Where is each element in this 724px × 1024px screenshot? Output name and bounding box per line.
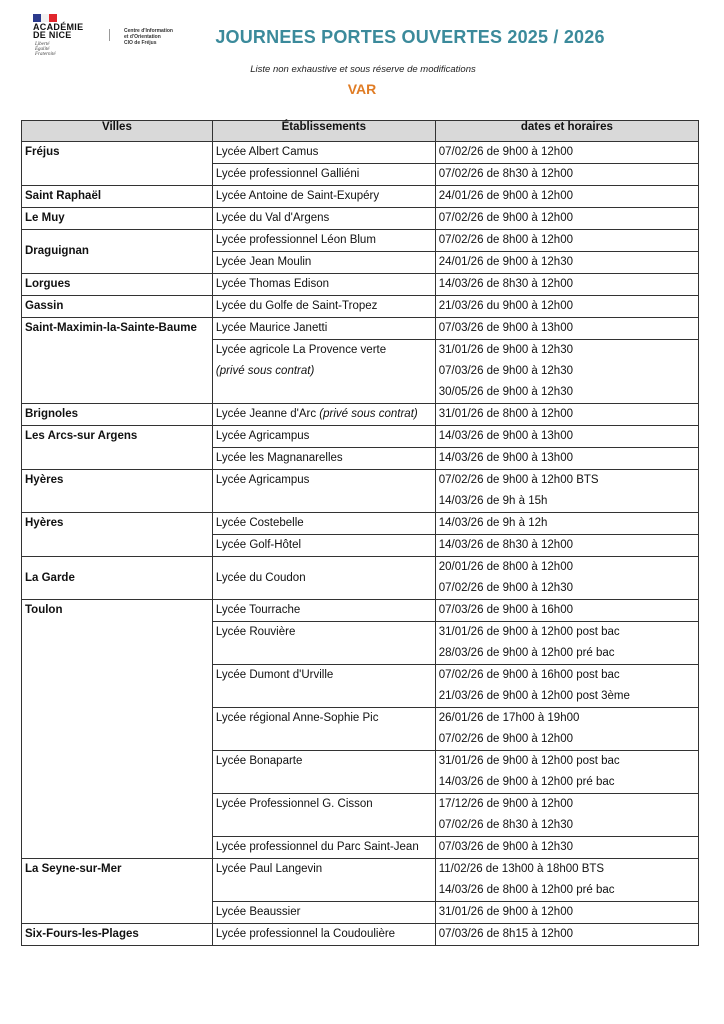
table-row	[22, 142, 699, 164]
date-entry: 28/03/26 de 9h00 à 12h00 pré bac	[438, 647, 615, 659]
school-cell	[212, 164, 435, 186]
open-days-table	[21, 120, 699, 946]
city-name: Fréjus	[25, 146, 60, 158]
date-entry: 31/01/26 de 9h00 à 12h30	[438, 344, 573, 356]
school-name: Lycée Agricampus	[215, 474, 310, 486]
table-body	[22, 142, 699, 946]
date-entry: 11/02/26 de 13h00 à 18h00 BTS	[438, 863, 605, 875]
school-name-line	[216, 296, 432, 317]
table-row	[22, 404, 699, 426]
city-name: Draguignan	[25, 245, 89, 257]
city-cell	[22, 142, 213, 186]
dates-cell	[435, 252, 698, 274]
school-cell	[212, 902, 435, 924]
school-cell	[212, 665, 435, 708]
date-entry: 21/03/26 de 9h00 à 12h00 post 3ème	[438, 690, 630, 702]
school-cell	[212, 274, 435, 296]
city-cell	[22, 296, 213, 318]
school-name: Lycée professionnel du Parc Saint-Jean	[215, 841, 419, 853]
page-subtitle: Liste non exhaustive et sous réserve de modifications	[250, 64, 476, 75]
date-entry: 07/02/26 de 8h00 à 12h00	[438, 234, 573, 246]
date-entry: 14/03/26 de 8h30 à 12h00	[438, 278, 573, 290]
school-cell	[212, 230, 435, 252]
dates-cell	[435, 426, 698, 448]
school-name: Lycée Jeanne d'Arc	[215, 408, 317, 420]
date-entry: 07/02/26 de 9h00 à 12h00	[438, 733, 573, 745]
column-header-dates: dates et horaires	[435, 121, 698, 142]
school-status-note: (privé sous contrat)	[319, 408, 418, 420]
date-entry: 14/03/26 de 9h00 à 12h00 pré bac	[438, 776, 615, 788]
dates-cell	[435, 296, 698, 318]
date-entry: 07/03/26 de 9h00 à 12h30	[438, 365, 573, 377]
table-row	[22, 318, 699, 340]
school-name-line	[216, 600, 432, 621]
school-name: Lycée Professionnel G. Cisson	[215, 798, 373, 810]
school-cell	[212, 142, 435, 164]
dates-cell	[435, 902, 698, 924]
date-entry: 07/03/26 de 8h15 à 12h00	[438, 928, 573, 940]
page-title: JOURNEES PORTES OUVERTES 2025 / 2026	[215, 27, 605, 47]
school-cell	[212, 794, 435, 837]
city-name: Saint Raphaël	[25, 190, 102, 202]
dates-cell	[435, 837, 698, 859]
table-row	[22, 186, 699, 208]
school-cell	[212, 837, 435, 859]
city-cell	[22, 404, 213, 426]
city-name: Six-Fours-les-Plages	[25, 928, 139, 940]
column-header-etablissements: Établissements	[212, 121, 435, 142]
table-row	[22, 600, 699, 622]
motto-line: Fraternité	[35, 52, 56, 57]
dates-cell	[435, 470, 698, 513]
school-cell	[212, 470, 435, 513]
school-name-line	[216, 274, 432, 295]
table-row	[22, 513, 699, 535]
table-row	[22, 470, 699, 513]
school-cell	[212, 186, 435, 208]
date-entry: 07/03/26 de 9h00 à 13h00	[438, 322, 573, 334]
dates-cell	[435, 404, 698, 426]
date-entry: 07/02/26 de 8h30 à 12h30	[438, 819, 573, 831]
school-name: Lycée Beaussier	[215, 906, 301, 918]
school-name-line	[216, 164, 432, 185]
date-entry: 07/02/26 de 9h00 à 16h00 post bac	[438, 669, 620, 681]
school-cell	[212, 252, 435, 274]
school-name-line	[216, 794, 432, 815]
table-row	[22, 208, 699, 230]
dates-cell	[435, 186, 698, 208]
date-entry: 07/02/26 de 9h00 à 12h00 BTS	[438, 474, 599, 486]
school-name-line	[216, 902, 432, 923]
school-cell	[212, 600, 435, 622]
school-name: Lycée professionnel Galliéni	[215, 168, 360, 180]
dates-cell	[435, 274, 698, 296]
date-entry: 14/03/26 de 9h00 à 13h00	[438, 430, 573, 442]
dates-cell	[435, 600, 698, 622]
city-name: Hyères	[25, 517, 64, 529]
school-name: Lycée Costebelle	[215, 517, 304, 529]
school-name-line	[216, 837, 432, 858]
date-entry: 24/01/26 de 9h00 à 12h00	[438, 190, 573, 202]
school-name-line	[216, 230, 432, 251]
date-entry: 07/02/26 de 8h30 à 12h00	[438, 168, 573, 180]
date-entry: 14/03/26 de 8h30 à 12h00	[438, 539, 573, 551]
city-cell	[22, 600, 213, 859]
school-cell	[212, 859, 435, 902]
academie-line1: ACADÉMIE	[33, 22, 84, 32]
school-name-line	[216, 318, 432, 339]
school-name: Lycée du Coudon	[215, 571, 306, 584]
school-cell	[212, 513, 435, 535]
school-name-line	[216, 665, 432, 686]
dates-cell	[435, 708, 698, 751]
table-row	[22, 426, 699, 448]
school-cell	[212, 448, 435, 470]
school-cell	[212, 535, 435, 557]
date-entry: 07/02/26 de 9h00 à 12h00	[438, 146, 573, 158]
dates-cell	[435, 924, 698, 946]
school-name-line	[216, 340, 432, 361]
dates-cell	[435, 230, 698, 252]
city-name: Le Muy	[25, 212, 65, 224]
school-name-line	[216, 708, 432, 729]
school-cell	[212, 426, 435, 448]
dates-cell	[435, 340, 698, 404]
city-cell	[22, 924, 213, 946]
city-cell	[22, 557, 213, 600]
dates-cell	[435, 557, 698, 600]
cio-line: CIO de Fréjus	[124, 40, 157, 46]
cio-line: et d'Orientation	[124, 34, 161, 40]
school-name: Lycée Thomas Edison	[215, 278, 330, 290]
city-name: La Garde	[25, 571, 75, 584]
date-entry: 14/03/26 de 9h00 à 13h00	[438, 452, 573, 464]
dates-cell	[435, 622, 698, 665]
french-flag-icon	[33, 14, 57, 22]
school-name-line	[216, 252, 432, 273]
dates-cell	[435, 142, 698, 164]
city-name: Lorgues	[25, 278, 71, 290]
date-entry: 17/12/26 de 9h00 à 12h00	[438, 798, 573, 810]
academie-line2: DE NICE	[33, 30, 72, 40]
school-cell	[212, 751, 435, 794]
dates-cell	[435, 208, 698, 230]
city-cell	[22, 274, 213, 296]
date-entry: 24/01/26 de 9h00 à 12h30	[438, 256, 573, 268]
school-name: Lycée Agricampus	[215, 430, 310, 442]
school-cell	[212, 340, 435, 404]
city-name: Toulon	[25, 604, 63, 616]
school-cell	[212, 318, 435, 340]
city-cell	[22, 230, 213, 274]
department-label: VAR	[347, 81, 377, 97]
dates-cell	[435, 794, 698, 837]
school-name: Lycée régional Anne-Sophie Pic	[215, 712, 379, 724]
date-entry: 14/03/26 de 9h à 15h	[438, 495, 548, 507]
date-entry: 07/02/26 de 9h00 à 12h30	[438, 582, 573, 594]
city-name: Hyères	[25, 474, 64, 486]
school-name: Lycée Albert Camus	[215, 146, 319, 158]
school-cell	[212, 404, 435, 426]
school-cell	[212, 622, 435, 665]
date-entry: 07/02/26 de 9h00 à 12h00	[438, 212, 573, 224]
school-name: Lycée Tourrache	[215, 604, 301, 616]
school-name: Lycée Maurice Janetti	[215, 322, 328, 334]
date-entry: 31/01/26 de 9h00 à 12h00	[438, 906, 573, 918]
school-name-line	[216, 142, 432, 163]
date-entry: 07/03/26 de 9h00 à 16h00	[438, 604, 573, 616]
table-row	[22, 296, 699, 318]
cio-line: Centre d'Information	[124, 28, 173, 34]
school-name-line	[216, 448, 432, 469]
city-cell	[22, 470, 213, 513]
school-name: Lycée Golf-Hôtel	[215, 539, 302, 551]
school-cell	[212, 924, 435, 946]
dates-cell	[435, 751, 698, 794]
date-entry: 30/05/26 de 9h00 à 12h30	[438, 386, 573, 398]
city-name: Brignoles	[25, 408, 79, 420]
table-header-row	[22, 121, 699, 142]
motto-line: Égalité	[35, 47, 50, 52]
school-status-note: (privé sous contrat)	[215, 365, 315, 377]
date-entry: 14/03/26 de 8h00 à 12h00 pré bac	[438, 884, 615, 896]
city-name: Saint-Maximin-la-Sainte-Baume	[25, 322, 197, 334]
date-entry: 31/01/26 de 9h00 à 12h00 post bac	[438, 626, 620, 638]
date-entry: 31/01/26 de 9h00 à 12h00 post bac	[438, 755, 620, 767]
school-name: Lycée professionnel Léon Blum	[215, 234, 376, 246]
school-name-line	[216, 535, 432, 556]
city-cell	[22, 186, 213, 208]
school-name-line	[216, 426, 432, 447]
table-row	[22, 557, 699, 600]
school-name-line	[216, 751, 432, 772]
school-cell	[212, 557, 435, 600]
school-name-line	[216, 622, 432, 643]
school-name: Lycée Jean Moulin	[215, 256, 312, 268]
date-entry: 07/03/26 de 9h00 à 12h30	[438, 841, 573, 853]
school-name-line	[216, 924, 432, 945]
school-cell	[212, 208, 435, 230]
date-entry: 20/01/26 de 8h00 à 12h00	[438, 561, 573, 573]
dates-cell	[435, 513, 698, 535]
dates-cell	[435, 448, 698, 470]
city-name: La Seyne-sur-Mer	[25, 863, 122, 875]
school-cell	[212, 296, 435, 318]
date-entry: 26/01/26 de 17h00 à 19h00	[438, 712, 580, 724]
school-name: Lycée agricole La Provence verte	[215, 344, 387, 356]
city-cell	[22, 513, 213, 557]
school-cell	[212, 708, 435, 751]
dates-cell	[435, 318, 698, 340]
school-name: Lycée du Golfe de Saint-Tropez	[215, 300, 378, 312]
city-cell	[22, 208, 213, 230]
column-header-villes: Villes	[22, 121, 213, 142]
school-name: Lycée professionnel la Coudoulière	[215, 928, 396, 940]
school-name-line	[216, 186, 432, 207]
table-row	[22, 859, 699, 902]
motto-line: Liberté	[35, 42, 50, 47]
school-name-line	[216, 859, 432, 880]
date-entry: 31/01/26 de 8h00 à 12h00	[438, 408, 573, 420]
school-name: Lycée Dumont d'Urville	[215, 669, 334, 681]
date-entry: 14/03/26 de 9h à 12h	[438, 517, 548, 529]
date-entry: 21/03/26 du 9h00 à 12h00	[438, 300, 573, 312]
dates-cell	[435, 665, 698, 708]
city-cell	[22, 426, 213, 470]
table-row	[22, 924, 699, 946]
dates-cell	[435, 535, 698, 557]
school-name: Lycée Rouvière	[215, 626, 296, 638]
table-row	[22, 230, 699, 252]
table-row	[22, 274, 699, 296]
city-name: Les Arcs-sur Argens	[25, 430, 138, 442]
school-name-line	[216, 568, 432, 589]
city-cell	[22, 859, 213, 924]
city-name: Gassin	[25, 300, 64, 312]
school-name-line	[216, 470, 432, 491]
school-name: Lycée Paul Langevin	[215, 863, 323, 875]
school-name-line	[216, 208, 432, 229]
dates-cell	[435, 164, 698, 186]
school-name: Lycée Bonaparte	[215, 755, 303, 767]
city-cell	[22, 318, 213, 404]
school-name: Lycée Antoine de Saint-Exupéry	[215, 190, 380, 202]
school-name: Lycée du Val d'Argens	[215, 212, 330, 224]
school-name: Lycée les Magnanarelles	[215, 452, 343, 464]
school-name-line	[216, 513, 432, 534]
dates-cell	[435, 859, 698, 902]
school-name-line	[216, 404, 432, 425]
